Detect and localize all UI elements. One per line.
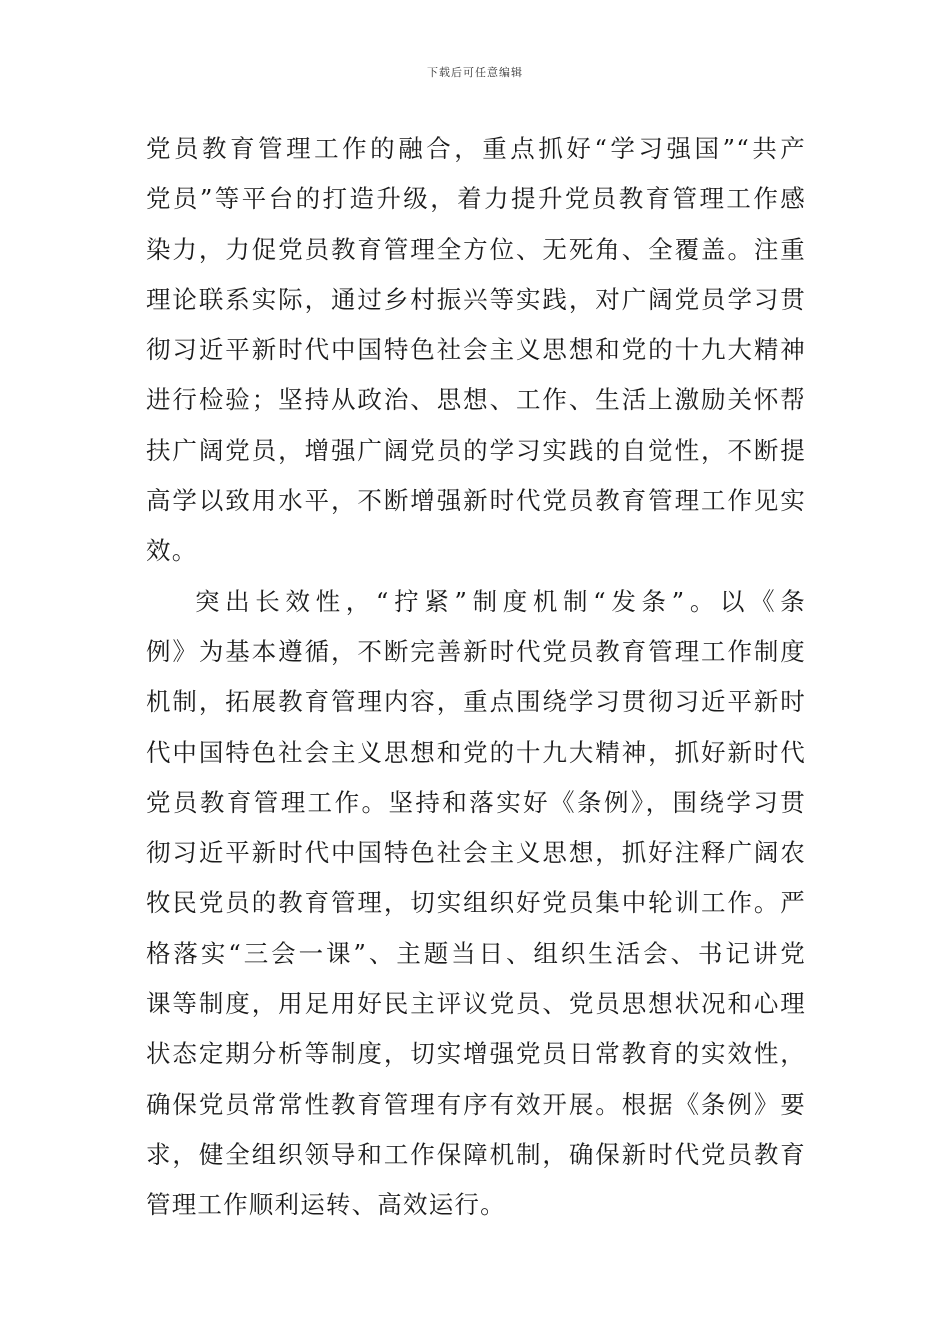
text-line: 党员”等平台的打造升级，着力提升党员教育管理工作感	[146, 184, 806, 214]
text-line: 党员教育管理工作的融合，重点抓好“学习强国”“共产	[146, 134, 806, 163]
text-line: 求，健全组织领导和工作保障机制，确保新时代党员教育	[146, 1139, 806, 1169]
page-header: 下载后可任意编辑	[427, 66, 523, 79]
text-line: 彻习近平新时代中国特色社会主义思想，抓好注释广阔农	[146, 838, 806, 868]
text-line: 高学以致用水平，不断增强新时代党员教育管理工作见实	[146, 486, 806, 516]
text-line: 牧民党员的教育管理，切实组织好党员集中轮训工作。严	[146, 888, 806, 918]
text-line: 党员教育管理工作。坚持和落实好《条例》，围绕学习贯	[146, 787, 806, 817]
text-line: 理论联系实际，通过乡村振兴等实践，对广阔党员学习贯	[146, 284, 806, 314]
text-line: 代中国特色社会主义思想和党的十九大精神，抓好新时代	[146, 737, 806, 767]
text-line: 染力，力促党员教育管理全方位、无死角、全覆盖。注重	[146, 234, 806, 264]
paragraph-long-term-mechanism	[146, 577, 806, 1231]
text-line: 例》为基本遵循，不断完善新时代党员教育管理工作制度	[146, 636, 806, 666]
text-line: 管理工作顺利运转、高效运行。	[146, 1190, 506, 1220]
text-line: 扶广阔党员，增强广阔党员的学习实践的自觉性，不断提	[146, 435, 806, 465]
text-line: 确保党员常常性教育管理有序有效开展。根据《条例》要	[146, 1089, 806, 1119]
text-line: 格落实“三会一课”、主题当日、组织生活会、书记讲党	[146, 938, 806, 968]
text-line: 进行检验；坚持从政治、思想、工作、生活上激励关怀帮	[146, 385, 806, 415]
text-line: 课等制度，用足用好民主评议党员、党员思想状况和心理	[146, 989, 806, 1019]
text-line: 突出长效性，“拧紧”制度机制“发条”。以《条	[195, 586, 806, 616]
paragraph-continued	[146, 124, 806, 577]
text-line: 机制，拓展教育管理内容，重点围绕学习贯彻习近平新时	[146, 687, 806, 717]
text-line: 效。	[146, 536, 198, 566]
document-body	[146, 124, 806, 1231]
text-line: 彻习近平新时代中国特色社会主义思想和党的十九大精神	[146, 335, 806, 365]
text-line: 状态定期分析等制度，切实增强党员日常教育的实效性，	[146, 1039, 806, 1069]
